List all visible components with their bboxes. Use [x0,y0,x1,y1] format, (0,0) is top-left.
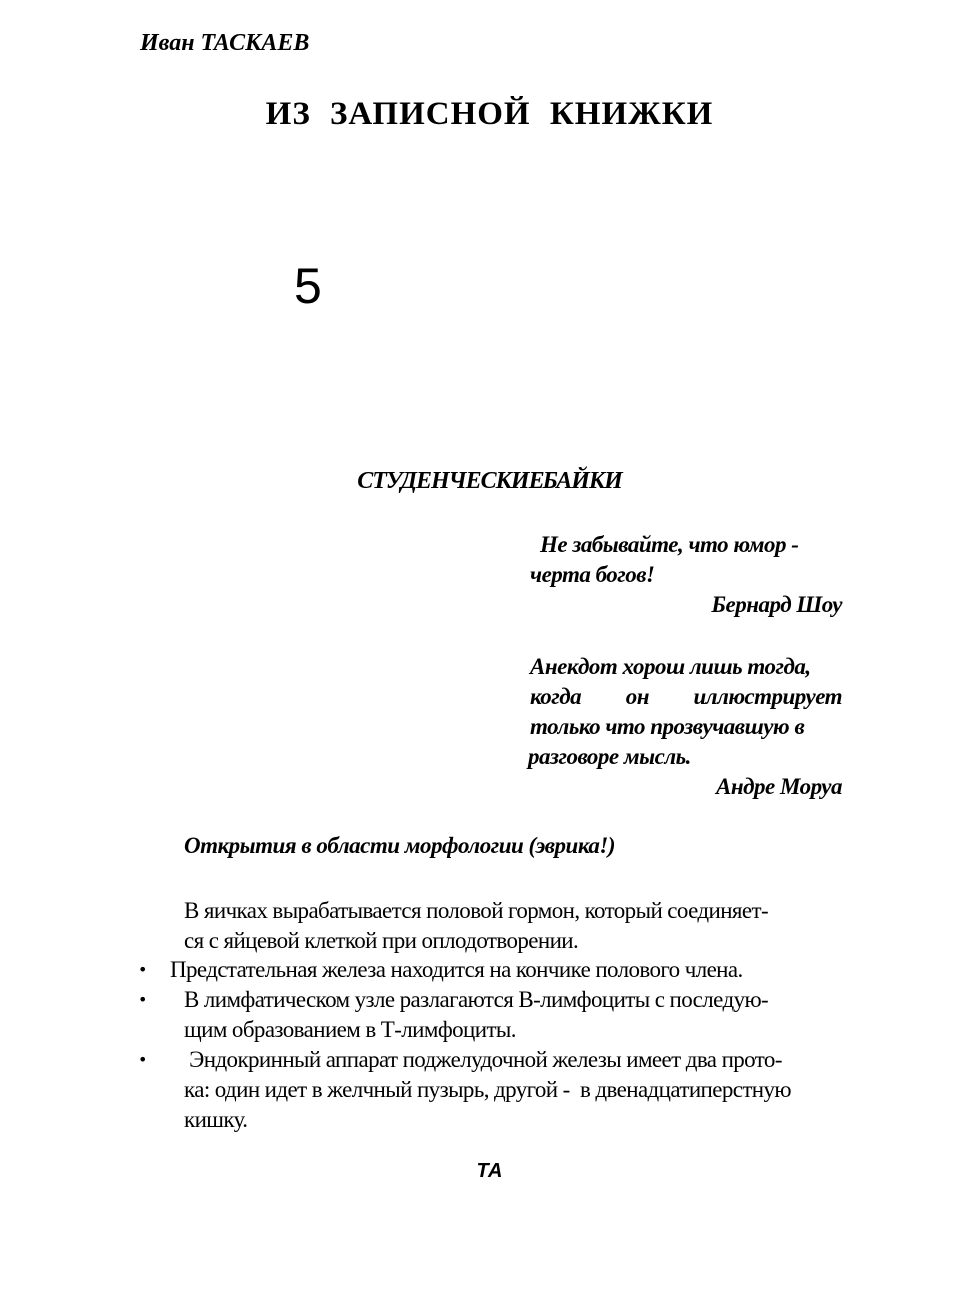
epigraph-line: только что прозвучавшую в [530,714,805,739]
list-item-line: ка: один идет в желчный пузырь, другой - в двенадцатиперстную [184,1077,792,1102]
bullet-icon: • [138,990,147,1009]
paragraph-line: ся с яйцевой клеткой при оплодотворении. [184,928,579,953]
epigraph-line: Не забывайте, что юмор - [540,532,799,557]
footer-logo-mark: ТА [476,1160,503,1182]
epigraph-author: Бернард Шоу [711,592,842,617]
list-item-line: В лимфатическом узле разлагаются В-лимфоциты с последую- [184,987,769,1012]
author-name: Иван ТАСКАЕВ [140,30,310,56]
epigraph-author: Андре Моруа [715,774,842,799]
bullet-list [138,955,858,1135]
book-title: ИЗ ЗАПИСНОЙ КНИЖКИ [265,96,714,132]
paragraph-line: В яичках вырабатывается половой гормон, который соединяет- [184,898,769,923]
list-item [138,955,858,985]
intro-paragraph [184,896,844,956]
list-item-line: щим образованием в Т-лимфоциты. [184,1017,516,1042]
list-item-line: кишку. [184,1107,248,1132]
bullet-icon: • [138,960,147,979]
epigraph-line: разговоре мысль. [528,744,691,769]
bullet-icon: • [138,1050,147,1069]
list-item-line: Предстательная железа находится на кончике полового члена. [170,957,743,982]
epigraph-line: черта богов! [530,562,655,587]
epigraph-line: когда он иллюстрирует [530,684,842,709]
issue-number: 5 [294,258,322,314]
list-item [138,985,858,1045]
subheading: Открытия в области морфологии (эврика!) [184,833,616,858]
list-item [138,1045,858,1135]
section-title: СТУДЕНЧЕСКИЕ БАЙКИ [357,468,622,494]
list-item-line: Эндокринный аппарат поджелудочной железы имеет два прото- [184,1047,782,1072]
epigraph-maurois [530,652,842,802]
epigraph-shaw [530,530,842,620]
epigraph-line: Анекдот хорош лишь тогда, [530,654,811,679]
